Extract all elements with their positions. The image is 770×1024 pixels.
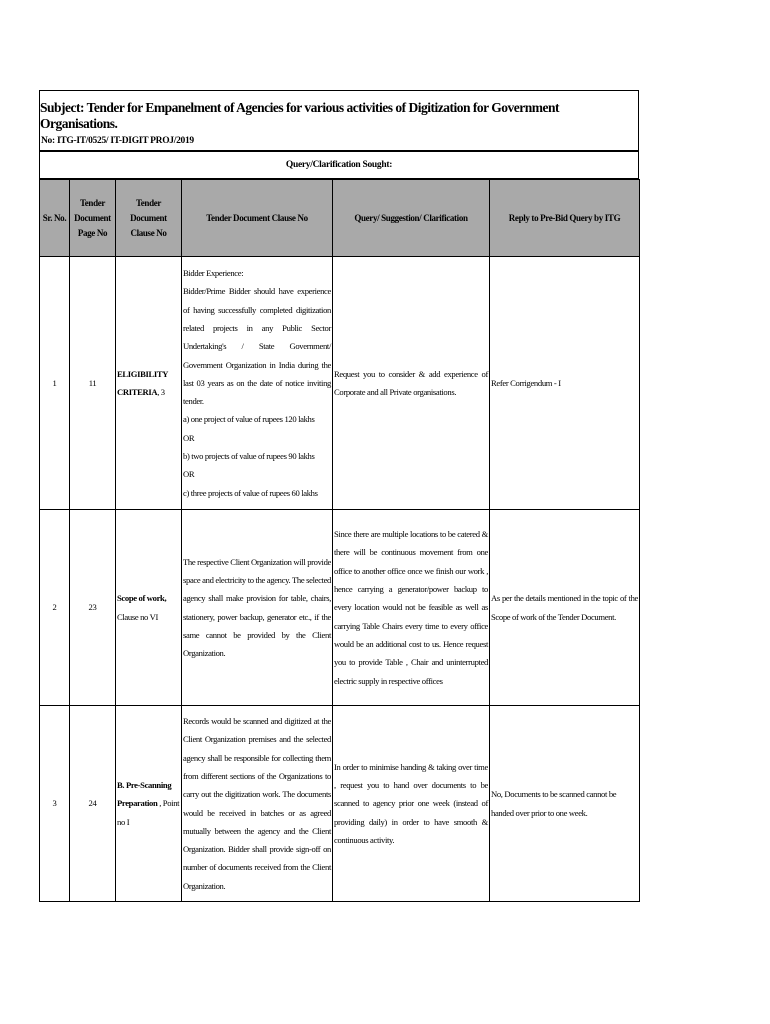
table-row: [40, 510, 640, 706]
clause-body: The respective Client Organization will provide space and electricity to the agency. The selected agency shall make provision for table, chairs, stationery, power backup, generator etc., if the same cannot be provided by the Client Organization.: [183, 556, 331, 659]
clause-heading: Bidder Experience:: [183, 268, 244, 279]
tender-query-sheet: [39, 90, 639, 902]
clause-bold: Scope of work,: [117, 593, 167, 604]
clause-item: OR: [183, 469, 195, 480]
table-row: [40, 257, 640, 510]
query-table: [39, 179, 640, 902]
reference-number: No: ITG-IT/0525/ IT-DIGIT PROJ/2019: [39, 132, 639, 152]
clause-body: Bidder/Prime Bidder should have experience of having successfully completed digitization related projects in any Public Sector Undertaking's / State Government/ Government Organization in India during the last 03 years as on the date of notice inviting tender.: [183, 286, 331, 407]
row-sr-no: 1: [40, 257, 70, 510]
clause-item: a) one project of value of rupees 120 lakhs: [183, 414, 315, 425]
row-query: Request you to consider & add experience of Corporate and all Private organisations.: [333, 257, 490, 510]
header-clause-text: Tender Document Clause No: [182, 180, 333, 257]
row-page-no: 11: [70, 257, 116, 510]
table-header-row: [40, 180, 640, 257]
row-reply: Refer Corrigendum - I: [490, 257, 640, 510]
clause-rest: , 3: [157, 387, 165, 397]
header-query: Query/ Suggestion/ Clarification: [333, 180, 490, 257]
header-reply: Reply to Pre-Bid Query by ITG: [490, 180, 640, 257]
row-page-no: 24: [70, 706, 116, 902]
clause-bold: ELIGIBILITY CRITERIA: [117, 368, 168, 397]
clause-rest: , Point no I: [117, 798, 180, 827]
row-clause-text: [182, 510, 333, 706]
row-sr-no: 2: [40, 510, 70, 706]
header-sr-no: Sr. No.: [40, 180, 70, 257]
row-clause-text: [182, 257, 333, 510]
row-clause: [116, 257, 182, 510]
query-heading: Query/Clarification Sought:: [39, 152, 639, 179]
clause-item: b) two projects of value of rupees 90 lakhs: [183, 451, 315, 462]
clause-bold: B. Pre-Scanning Preparation: [117, 780, 172, 809]
table-row: [40, 706, 640, 902]
row-query: In order to minimise handing & taking over time , request you to hand over documents to be scanned to agency prior one week (instead of providing daily) in order to have smooth & continuous activity.: [333, 706, 490, 902]
row-page-no: 23: [70, 510, 116, 706]
clause-item: OR: [183, 432, 195, 443]
row-clause-text: [182, 706, 333, 902]
header-clause-no: Tender Document Clause No: [116, 180, 182, 257]
page-title: Subject: Tender for Empanelment of Agencies for various activities of Digitization for Government Organisations.: [39, 90, 639, 132]
header-page-no: Tender Document Page No: [70, 180, 116, 257]
row-clause: [116, 510, 182, 706]
row-query: Since there are multiple locations to be catered & there will be continuous movement from one office to another office once we finish our work , hence carrying a generator/power backup to every location would not be feasible as well as carrying Table Chairs every time to every office would be an additional cost to us. Hence request you to provide Table , Chair and uninterrupted electric supply in respective offices: [333, 510, 490, 706]
row-reply: No, Documents to be scanned cannot be handed over prior to one week.: [490, 706, 640, 902]
row-reply: As per the details mentioned in the topic of the Scope of work of the Tender Document.: [490, 510, 640, 706]
row-clause: [116, 706, 182, 902]
clause-rest: Clause no VI: [117, 611, 158, 622]
clause-item: c) three projects of value of rupees 60 lakhs: [183, 487, 318, 498]
clause-body: Records would be scanned and digitized at the Client Organization premises and the selected agency shall be responsible for collecting them from different sections of the Organizations to carry out the digitization work. The documents would be received in batches or as agreed mutually between the agency and the Client Organization. Bidder shall provide sign-off on number of documents received from the Client Organization.: [183, 716, 331, 891]
row-sr-no: 3: [40, 706, 70, 902]
